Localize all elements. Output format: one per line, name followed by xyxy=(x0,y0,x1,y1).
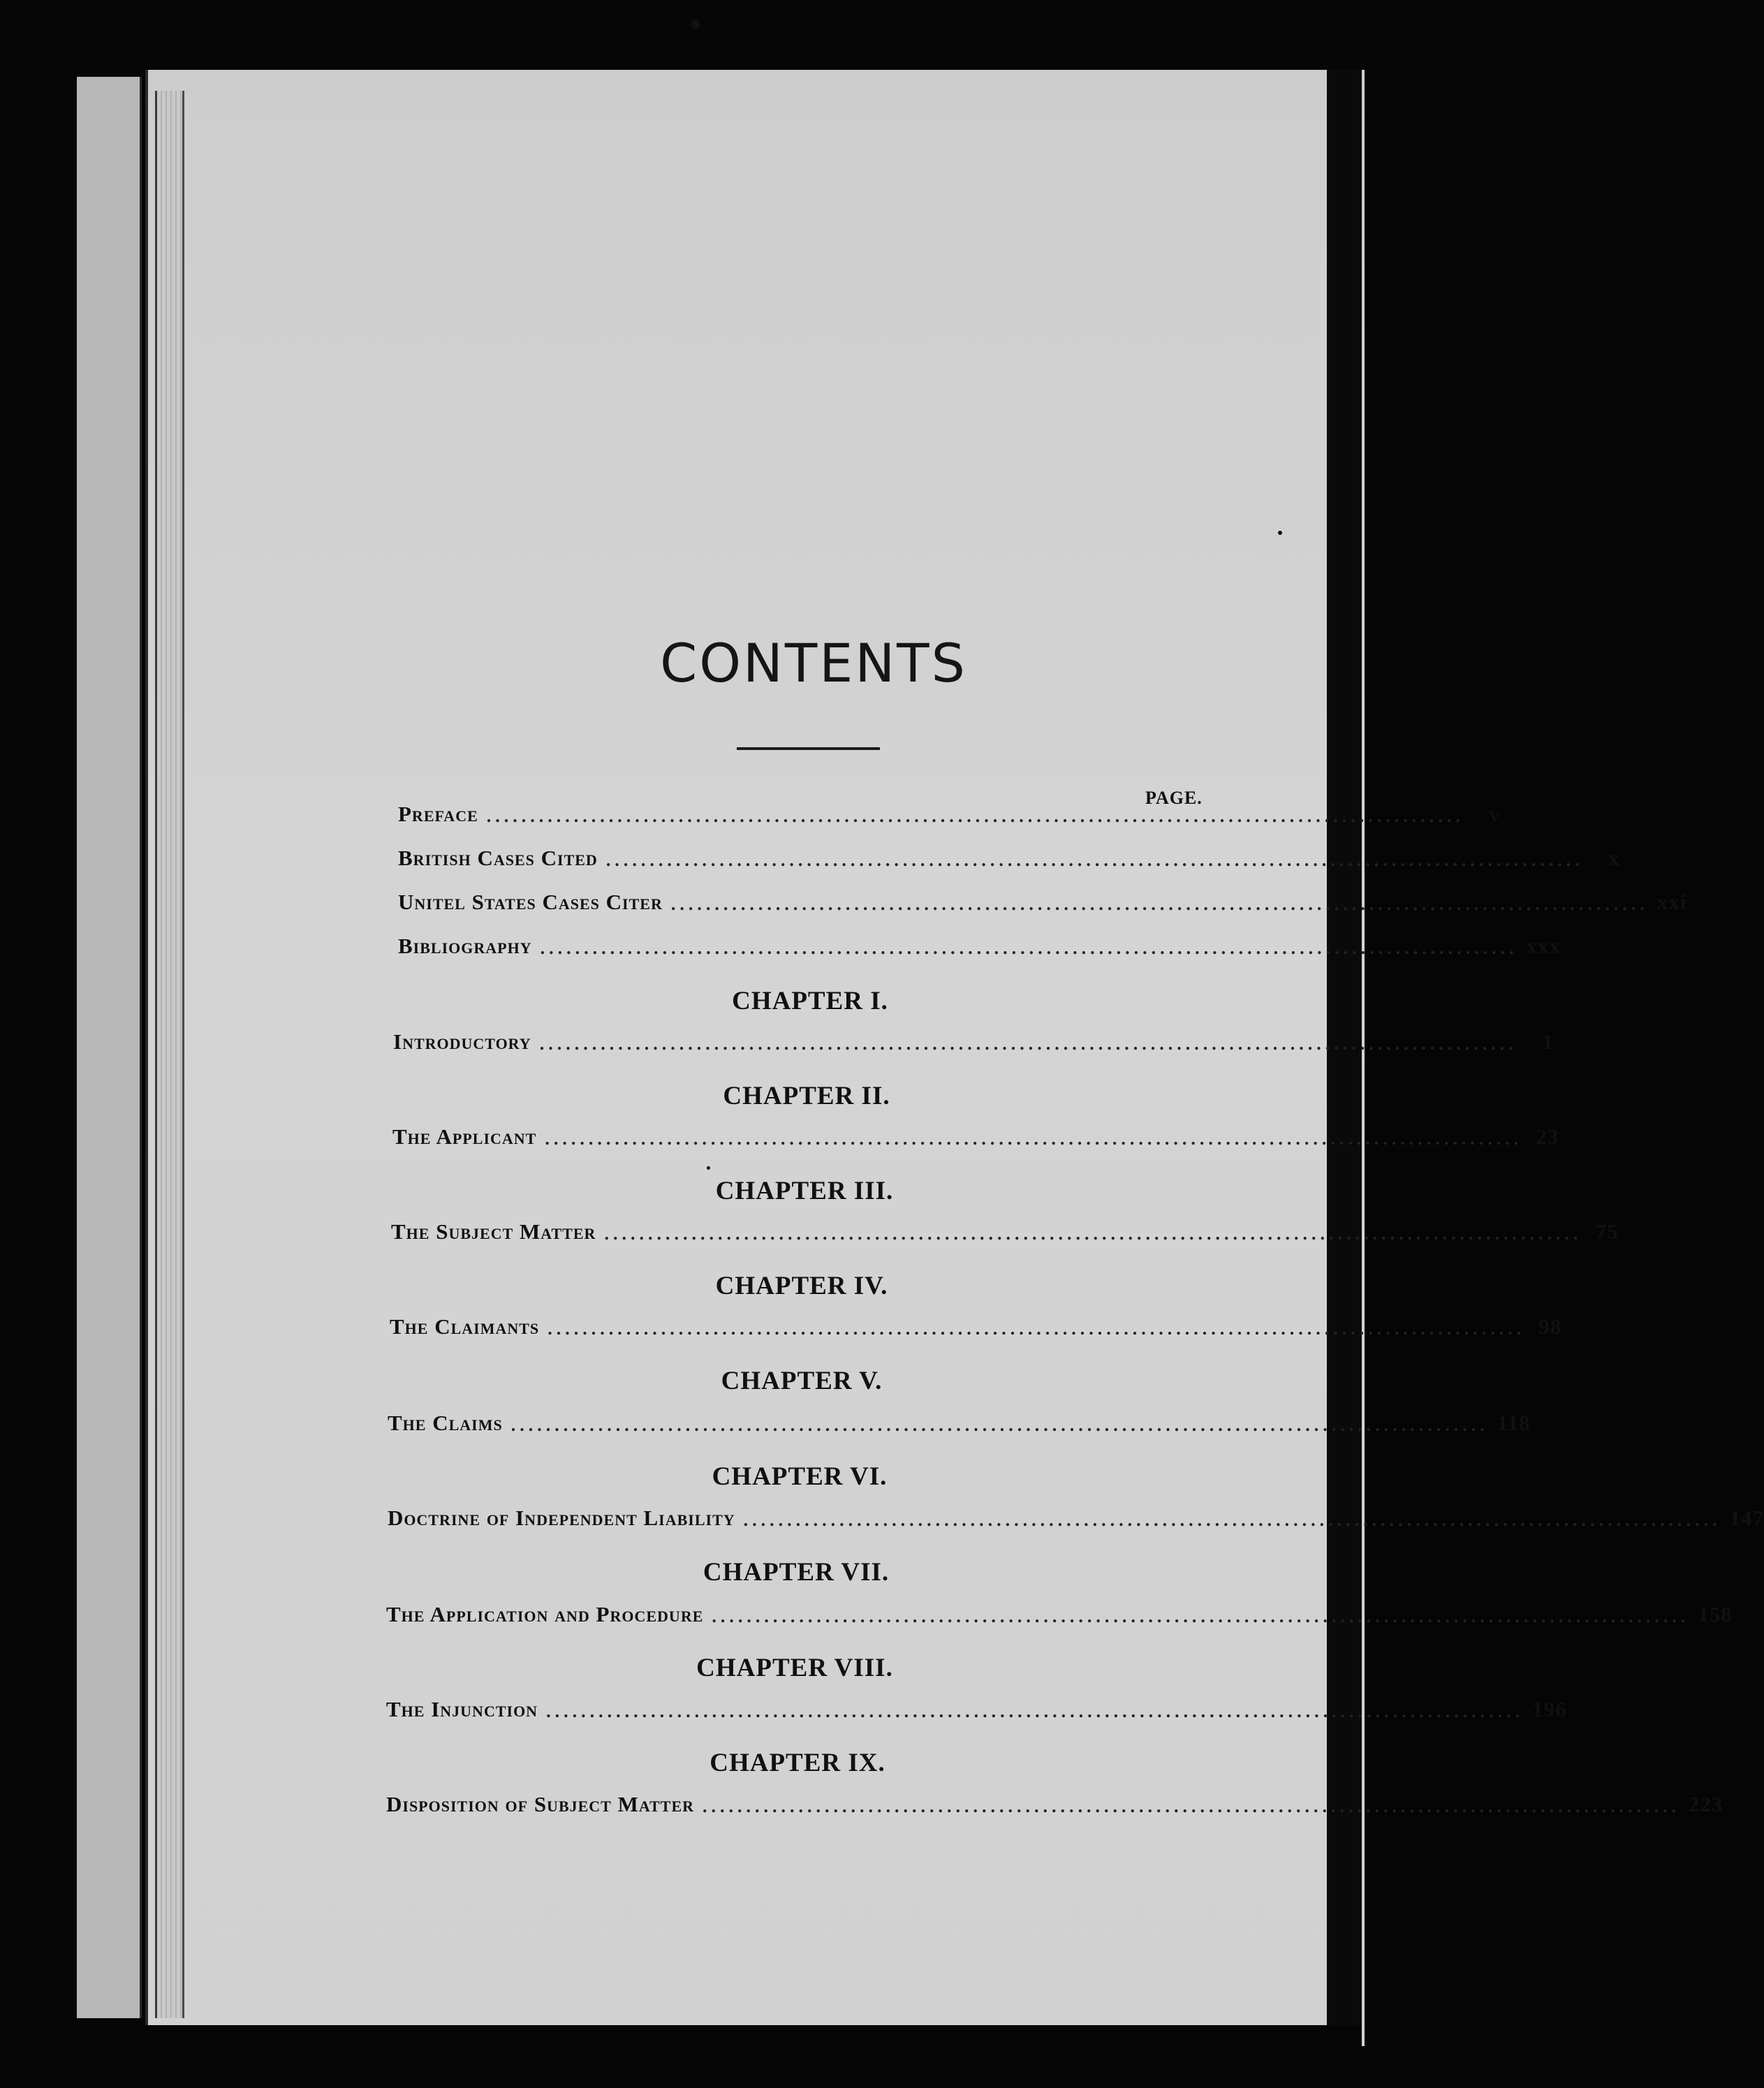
scan-speck xyxy=(691,20,700,29)
toc-entry xyxy=(393,1024,1554,1054)
toc-entry-page: 196 xyxy=(1532,1697,1567,1721)
toc-entry xyxy=(398,840,1620,871)
toc-entry-page: xxi xyxy=(1656,890,1687,914)
toc-entry xyxy=(390,1309,1562,1339)
toc-entry xyxy=(386,1786,1723,1817)
right-shadow xyxy=(1327,70,1362,2088)
toc-entry-label: The Subject Matter xyxy=(391,1219,596,1244)
chapter-heading: CHAPTER II. xyxy=(723,1082,890,1110)
leader-dots: ................................................................................................................ xyxy=(545,1128,1523,1149)
toc-entry xyxy=(388,1500,1764,1531)
toc-entry xyxy=(388,1405,1531,1436)
leader-dots: ................................................................................................................ xyxy=(546,1701,1524,1721)
page-stack-edges xyxy=(155,91,184,2018)
toc-entry-page: x xyxy=(1608,846,1620,870)
toc-entry-page: 158 xyxy=(1698,1602,1733,1626)
toc-entry-page: 223 xyxy=(1689,1792,1723,1816)
leader-dots: ................................................................................................................ xyxy=(547,1318,1526,1339)
adjacent-page-edge xyxy=(77,77,142,2018)
leader-dots: ................................................................................................................ xyxy=(605,850,1584,870)
toc-entry-label: Preface xyxy=(398,802,478,826)
heading-rule xyxy=(737,747,880,750)
chapter-heading: CHAPTER VIII. xyxy=(696,1654,893,1682)
toc-entry xyxy=(398,928,1561,959)
toc-entry-page: 118 xyxy=(1497,1411,1531,1435)
toc-entry xyxy=(398,884,1687,915)
scan-speck xyxy=(707,1166,710,1170)
chapter-heading: CHAPTER VII. xyxy=(703,1558,890,1587)
toc-entry-page: 75 xyxy=(1595,1219,1619,1244)
toc-entry-label: The Claimants xyxy=(390,1314,540,1339)
toc-entry xyxy=(386,1691,1567,1722)
toc-entry-label: Introductory xyxy=(393,1029,531,1054)
toc-entry-label: Disposition of Subject Matter xyxy=(386,1792,695,1816)
chapter-heading: CHAPTER I. xyxy=(732,987,888,1015)
toc-entry-label: The Application and Procedure xyxy=(386,1602,704,1626)
scan-speck xyxy=(1278,531,1282,535)
leader-dots: ................................................................................................................ xyxy=(670,894,1649,914)
toc-entry-page: 23 xyxy=(1536,1124,1559,1149)
leader-dots: ................................................................................................................ xyxy=(486,806,1464,826)
page-column-label: PAGE. xyxy=(1145,788,1203,808)
toc-entry-label: British Cases Cited xyxy=(398,846,598,870)
toc-entry-label: Unitel States Cases Citer xyxy=(398,890,663,914)
toc-entry-label: The Claims xyxy=(388,1411,503,1435)
toc-entry-page: 98 xyxy=(1538,1314,1562,1339)
leader-dots: ................................................................................................................ xyxy=(540,938,1518,958)
toc-entry-label: Bibliography xyxy=(398,934,532,958)
toc-entry-label: The Injunction xyxy=(386,1697,538,1721)
chapter-heading: CHAPTER V. xyxy=(721,1367,883,1395)
leader-dots: ................................................................................................................ xyxy=(510,1415,1489,1435)
toc-entry xyxy=(392,1119,1559,1149)
toc-entry xyxy=(386,1596,1733,1627)
leader-dots: ................................................................................................................ xyxy=(743,1510,1721,1530)
toc-entry-page: 1 xyxy=(1542,1029,1554,1054)
toc-entry-label: The Applicant xyxy=(392,1124,537,1149)
bottom-shadow xyxy=(145,2025,1362,2088)
leader-dots: ................................................................................................................ xyxy=(604,1223,1582,1244)
chapter-heading: CHAPTER IV. xyxy=(715,1272,888,1300)
toc-entry-label: Doctrine of Independent Liability xyxy=(388,1506,735,1530)
chapter-heading: CHAPTER VI. xyxy=(712,1462,888,1491)
toc-entry-page: v xyxy=(1489,802,1501,826)
leader-dots: ................................................................................................................ xyxy=(539,1034,1517,1054)
leader-dots: ................................................................................................................ xyxy=(712,1606,1690,1626)
chapter-heading: CHAPTER III. xyxy=(715,1177,894,1205)
contents-heading: CONTENTS xyxy=(660,632,967,694)
toc-entry-page: 147 xyxy=(1729,1506,1764,1530)
toc-entry xyxy=(398,796,1501,827)
chapter-heading: CHAPTER IX. xyxy=(710,1749,885,1777)
toc-entry xyxy=(391,1214,1619,1244)
leader-dots: ................................................................................................................ xyxy=(703,1796,1681,1816)
toc-entry-page: xxx xyxy=(1526,934,1561,958)
